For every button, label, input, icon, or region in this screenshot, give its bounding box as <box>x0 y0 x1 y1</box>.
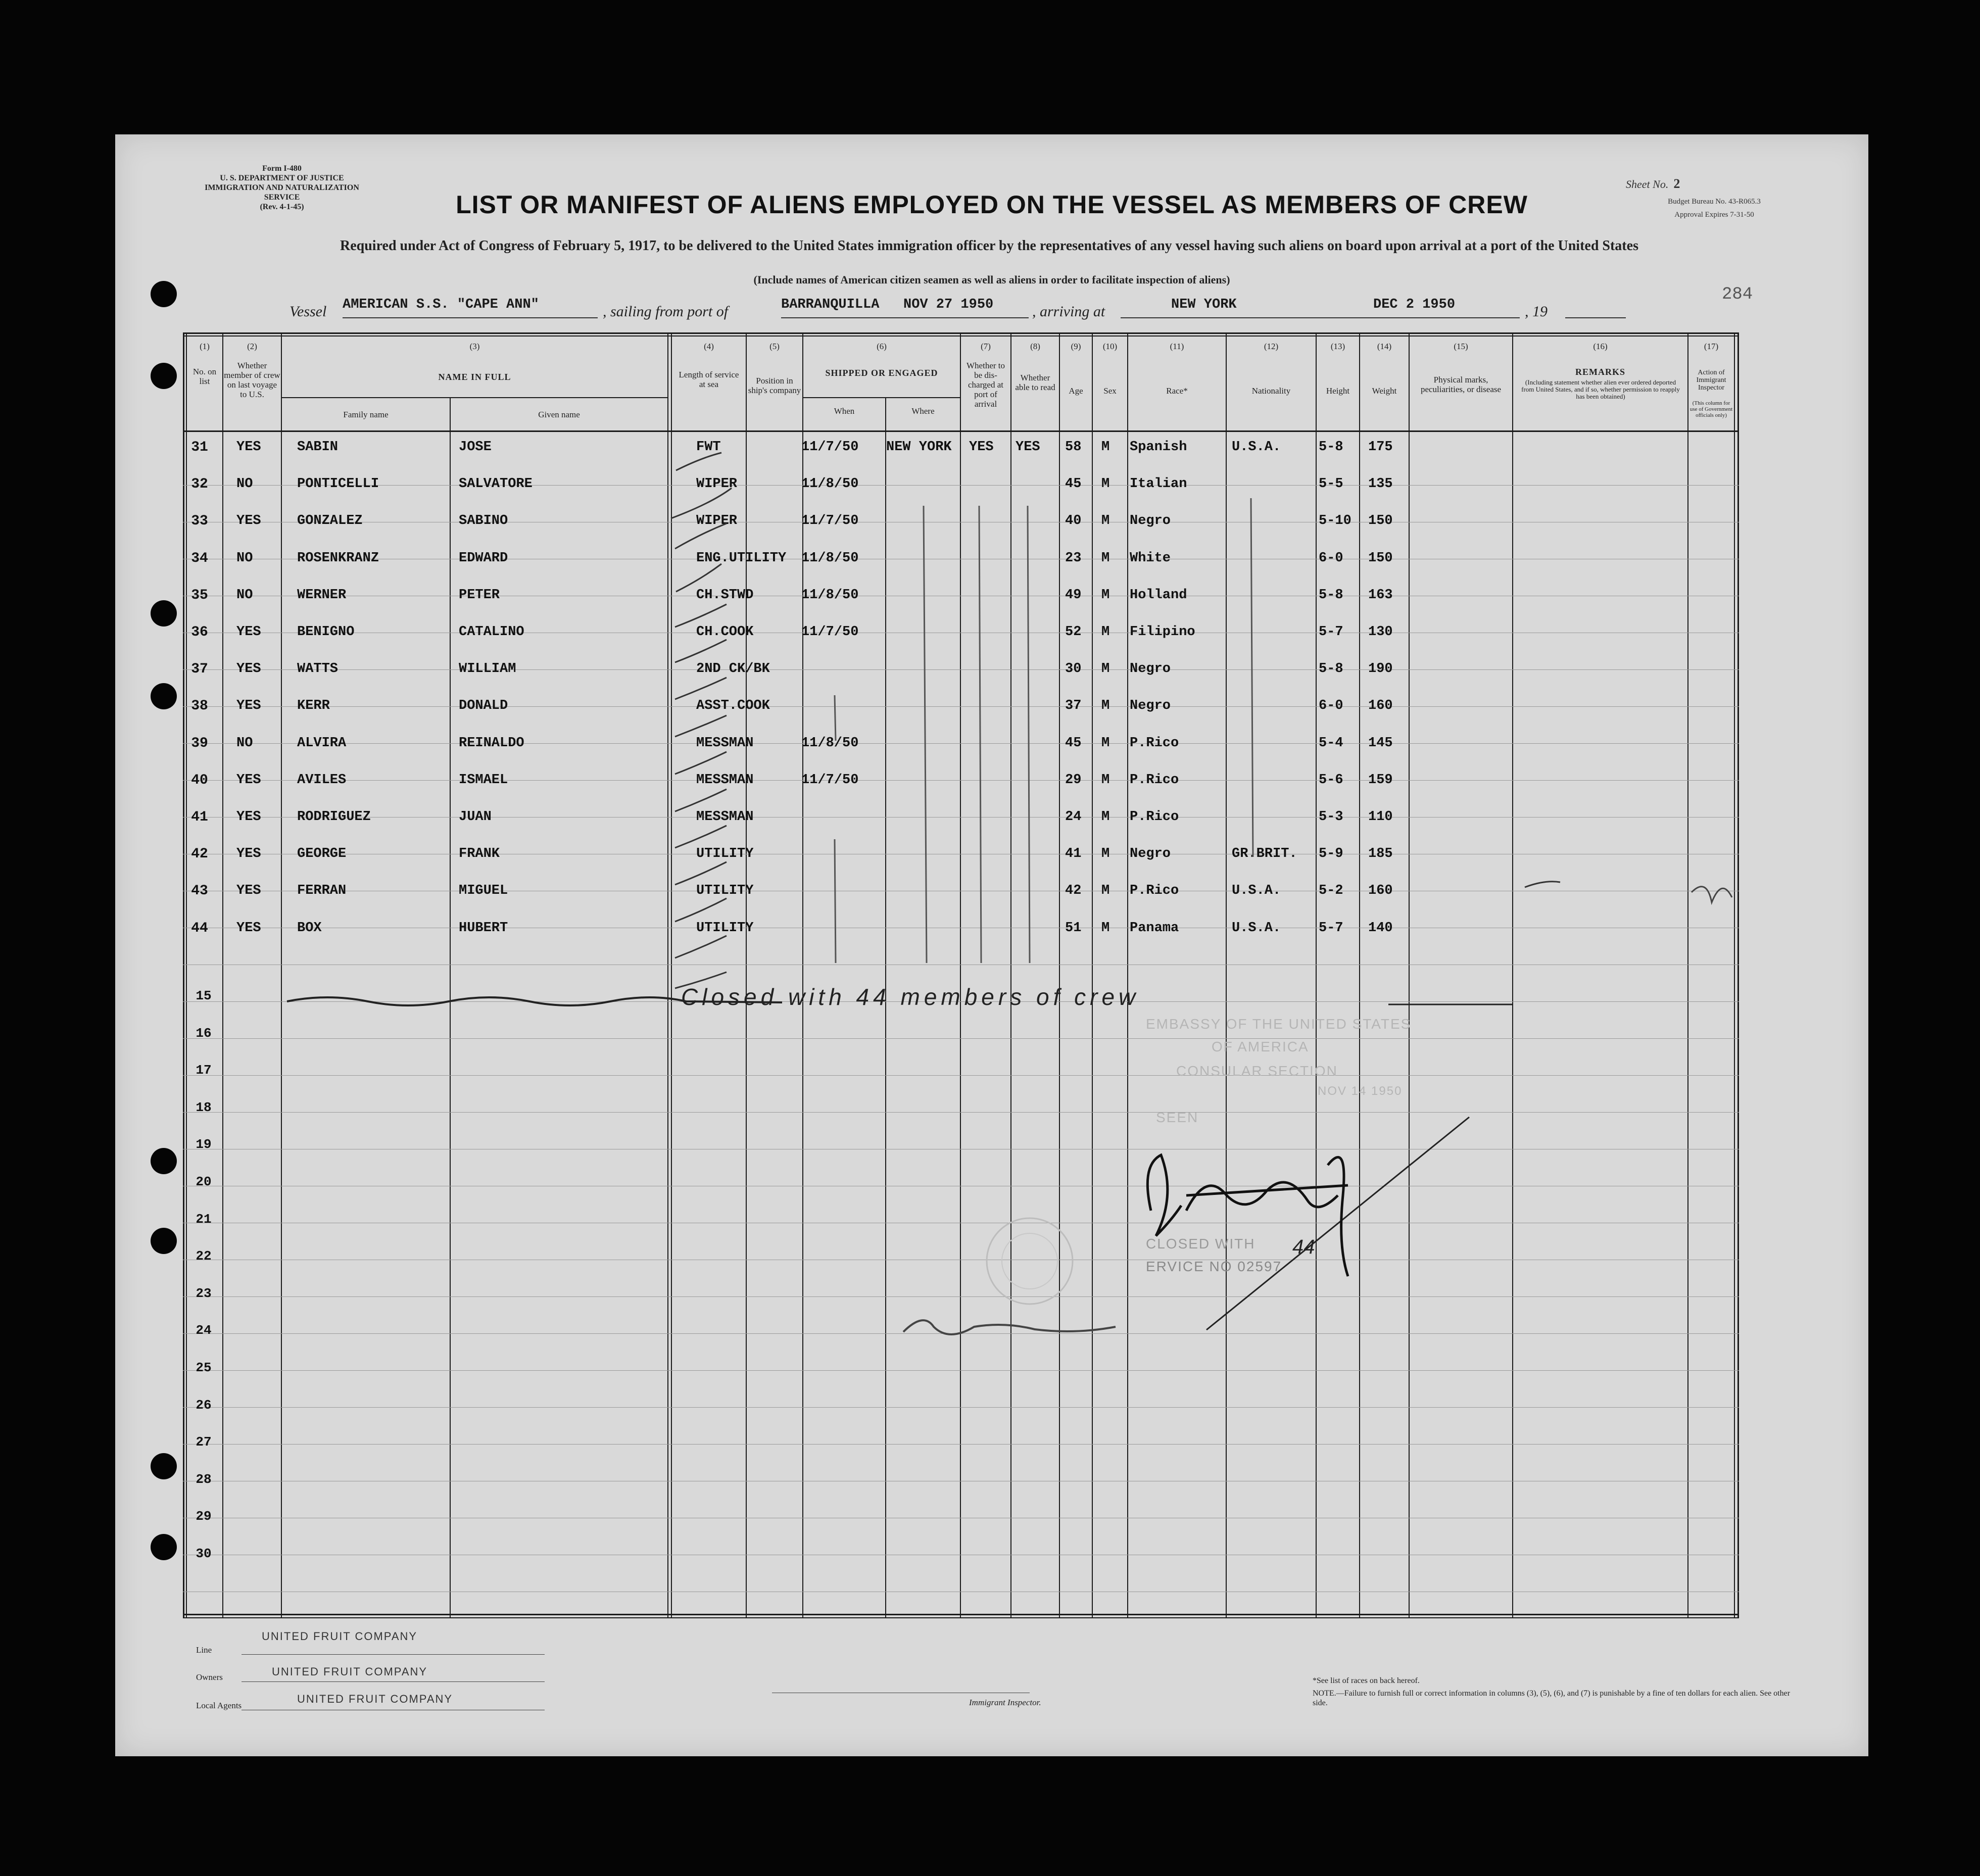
cell-weight: 190 <box>1368 661 1393 677</box>
col-sex: Sex <box>1103 386 1117 396</box>
cell-sex: M <box>1101 809 1110 825</box>
cell-sex: M <box>1101 773 1110 788</box>
tick-mark <box>675 936 727 958</box>
cell-no: 41 <box>191 809 208 825</box>
cell-given: HUBERT <box>459 921 508 936</box>
cell-height: 5-4 <box>1319 736 1343 751</box>
cell-position: ASST.COOK <box>696 698 770 713</box>
cell-age: 23 <box>1065 551 1082 566</box>
col6-number: (6) <box>877 342 887 351</box>
cell-race: Filipino <box>1130 624 1195 640</box>
cell-height: 5-3 <box>1319 809 1343 825</box>
cell-no: 35 <box>191 588 208 603</box>
revision: (Rev. 4-1-45) <box>260 203 304 211</box>
col-given-name: Given name <box>538 410 580 419</box>
col-able-to-read: Whether able to read <box>1015 373 1055 392</box>
cell-no: 42 <box>191 846 208 862</box>
cell-when: 11/7/50 <box>801 513 859 528</box>
cell-height: 5-7 <box>1319 624 1343 640</box>
budget-number: Budget Bureau No. 43-R065.3 <box>1668 198 1761 206</box>
cell-weight: 163 <box>1368 588 1393 603</box>
col14-number: (14) <box>1377 342 1392 351</box>
cell-weight: 159 <box>1368 773 1393 788</box>
cell-family: AVILES <box>297 773 347 788</box>
tick-mark <box>675 862 727 885</box>
cell-height: 6-0 <box>1319 551 1343 566</box>
tick-mark <box>676 564 721 592</box>
empty-row-number: 25 <box>196 1360 212 1375</box>
tick-mark <box>675 678 727 699</box>
penalty-note: NOTE.—Failure to furnish full or correct information in columns (3), (5), (6), and (7) is punishable by a fine of ten dollars for each alien. See other side. <box>1313 1689 1791 1707</box>
col-nationality: Nationality <box>1251 386 1291 396</box>
cell-race: P.Rico <box>1130 773 1179 788</box>
tick-mark <box>675 789 727 811</box>
col-position: Position in ship's company <box>748 376 801 395</box>
cell-where: NEW YORK <box>886 440 952 455</box>
arriving-date: DEC 2 1950 <box>1373 297 1456 312</box>
arriving-port: NEW YORK <box>1171 297 1237 312</box>
cell-race: Italian <box>1130 476 1187 492</box>
cell-family: RODRIGUEZ <box>297 809 371 825</box>
vessel-label: Vessel <box>289 303 327 320</box>
cell-family: FERRAN <box>297 883 347 898</box>
cell-when: 11/8/50 <box>801 476 859 492</box>
cell-no: 34 <box>191 551 208 566</box>
cell-last: YES <box>236 661 261 677</box>
cell-nationality: U.S.A. <box>1232 440 1281 455</box>
cell-family: WATTS <box>297 661 339 677</box>
service: IMMIGRATION AND NATURALIZATION SERVICE <box>205 183 359 202</box>
inspector-signature <box>1147 1155 1348 1276</box>
cell-weight: 130 <box>1368 624 1393 640</box>
tick-mark <box>675 826 727 848</box>
col-age: Age <box>1069 386 1083 396</box>
col5-number: (5) <box>769 342 780 351</box>
cell-age: 49 <box>1065 588 1082 603</box>
cell-when: 11/8/50 <box>801 736 859 751</box>
owners-label: Owners <box>196 1672 223 1682</box>
stamp-line: NOV 14 1950 <box>1318 1084 1403 1098</box>
cell-sex: M <box>1101 588 1110 603</box>
cell-sex: M <box>1101 624 1110 640</box>
cell-height: 5-10 <box>1319 513 1351 528</box>
cell-given: PETER <box>459 588 500 603</box>
cell-position: WIPER <box>696 513 738 528</box>
cell-given: MIGUEL <box>459 883 508 898</box>
ditto-line <box>835 695 836 741</box>
col-length-service: Length of service at sea <box>679 370 739 389</box>
diagonal-slash <box>1206 1117 1469 1330</box>
stamp-line: EMBASSY OF THE UNITED STATES <box>1146 1016 1412 1032</box>
cell-given: REINALDO <box>459 736 524 751</box>
cell-family: BOX <box>297 921 322 936</box>
cell-given: WILLIAM <box>459 661 516 677</box>
col7-number: (7) <box>981 342 991 351</box>
cell-no: 32 <box>191 476 208 492</box>
cell-last: YES <box>236 440 261 455</box>
cell-weight: 145 <box>1368 736 1393 751</box>
cell-when: 11/8/50 <box>801 588 859 603</box>
col17-number: (17) <box>1704 342 1719 351</box>
tick-mark <box>675 752 727 774</box>
cell-sex: M <box>1101 551 1110 566</box>
cell-weight: 160 <box>1368 698 1393 713</box>
cell-sex: M <box>1101 846 1110 861</box>
tick-mark <box>675 715 727 737</box>
col-name-in-full: NAME IN FULL <box>438 372 511 382</box>
cell-no: 43 <box>191 883 208 899</box>
vessel-name: AMERICAN S.S. "CAPE ANN" <box>343 297 539 312</box>
cell-race: P.Rico <box>1130 809 1179 825</box>
empty-row-number: 15 <box>196 988 212 1003</box>
cell-last: YES <box>236 624 261 640</box>
cell-height: 5-2 <box>1319 883 1343 898</box>
cell-race: Negro <box>1130 661 1171 677</box>
cell-last: NO <box>236 588 253 603</box>
cell-race: Holland <box>1130 588 1187 603</box>
cell-family: GONZALEZ <box>297 513 363 528</box>
cell-nationality: U.S.A. <box>1232 883 1281 898</box>
col-family-name: Family name <box>343 410 389 419</box>
cell-height: 5-8 <box>1319 661 1343 677</box>
cell-race: P.Rico <box>1130 883 1179 898</box>
sheet-value: 2 <box>1673 176 1680 191</box>
cell-sex: M <box>1101 476 1110 492</box>
cell-age: 45 <box>1065 476 1082 492</box>
sailing-port: BARRANQUILLA <box>781 297 880 312</box>
cell-family: ALVIRA <box>297 736 347 751</box>
inspector-label: Immigrant Inspector. <box>969 1698 1041 1707</box>
cell-position: MESSMAN <box>696 736 754 751</box>
col-remarks: REMARKS <box>1575 367 1625 377</box>
approval-expiry: Approval Expires 7-31-50 <box>1674 211 1754 219</box>
col-inspector-note: (This column for use of Government officials only) <box>1689 400 1733 418</box>
cell-given: CATALINO <box>459 624 524 640</box>
cell-race: White <box>1130 551 1171 566</box>
include-note: (Include names of American citizen seamen as well as aliens in order to facilitate inspection of aliens) <box>753 273 1230 286</box>
cell-family: ROSENKRANZ <box>297 551 379 566</box>
service-tick-marks <box>671 453 732 988</box>
cell-no: 38 <box>191 698 208 714</box>
department: U. S. DEPARTMENT OF JUSTICE <box>220 174 344 182</box>
cell-height: 5-9 <box>1319 846 1343 861</box>
cell-no: 37 <box>191 661 208 677</box>
handwriting-layer <box>115 134 1868 1756</box>
seal-stamp <box>987 1218 1073 1304</box>
cell-age: 29 <box>1065 773 1082 788</box>
cell-position: ENG.UTILITY <box>696 551 787 566</box>
col-physical-marks: Physical marks, peculiarities, or disease <box>1420 375 1502 394</box>
cell-last: YES <box>236 773 261 788</box>
ditto-line <box>979 506 981 963</box>
cell-weight: 110 <box>1368 809 1393 825</box>
cell-family: GEORGE <box>297 846 347 861</box>
cell-height: 5-5 <box>1319 476 1343 492</box>
col1-number: (1) <box>200 342 210 351</box>
tick-mark <box>675 898 727 922</box>
cell-no: 40 <box>191 773 208 788</box>
stamp-line: SEEN <box>1156 1110 1199 1125</box>
empty-row-number: 28 <box>196 1472 212 1487</box>
cell-no: 39 <box>191 736 208 751</box>
cell-race: Panama <box>1130 921 1179 936</box>
col-inspector-action: Action of Immigrant Inspector <box>1696 369 1726 392</box>
agents-label: Local Agents <box>196 1701 242 1710</box>
col15-number: (15) <box>1454 342 1468 351</box>
tick-mark <box>675 523 727 549</box>
cell-position: UTILITY <box>696 883 754 898</box>
col-where: Where <box>911 406 935 416</box>
col-discharged: Whether to be dis-charged at port of arrival <box>967 361 1005 409</box>
col-no-on-list: No. on list <box>192 367 217 386</box>
cell-when: 11/7/50 <box>801 624 859 640</box>
cell-when: 11/8/50 <box>801 551 859 566</box>
cell-sex: M <box>1101 513 1110 528</box>
cell-position: UTILITY <box>696 846 754 861</box>
line-value: UNITED FRUIT COMPANY <box>262 1630 418 1643</box>
col-height: Height <box>1326 386 1350 396</box>
cell-race: P.Rico <box>1130 736 1179 751</box>
closing-note: Closed with 44 members of crew <box>681 984 1140 1010</box>
sailing-label: , sailing from port of <box>603 303 729 320</box>
cell-weight: 185 <box>1368 846 1393 861</box>
cell-age: 41 <box>1065 846 1082 861</box>
cell-age: 51 <box>1065 921 1082 936</box>
bottom-inspector-signature <box>903 1320 1116 1334</box>
cell-no: 33 <box>191 513 208 529</box>
cell-given: JUAN <box>459 809 492 825</box>
col9-number: (9) <box>1071 342 1081 351</box>
col10-number: (10) <box>1102 342 1118 351</box>
tick-mark <box>671 488 732 518</box>
cell-nationality: U.S.A. <box>1232 921 1281 936</box>
races-note: *See list of races on back hereof. <box>1313 1676 1420 1685</box>
col-weight: Weight <box>1372 386 1397 396</box>
cell-sex: M <box>1101 736 1110 751</box>
cell-weight: 175 <box>1368 440 1393 455</box>
col13-number: (13) <box>1330 342 1345 351</box>
stamp-line: CONSULAR SECTION <box>1176 1063 1338 1079</box>
cell-height: 5-8 <box>1319 588 1343 603</box>
cell-family: PONTICELLI <box>297 476 379 492</box>
requirement-text: Required under Act of Congress of February 5, 1917, to be delivered to the United States immigration officer by the representatives of any vessel having such aliens on board upon arrival at a port of the United States <box>340 238 1638 254</box>
cell-age: 58 <box>1065 440 1082 455</box>
cell-family: KERR <box>297 698 330 713</box>
col16-number: (16) <box>1593 342 1608 351</box>
year-label: , 19 <box>1525 303 1548 320</box>
col4-number: (4) <box>704 342 714 351</box>
ditto-line <box>924 506 927 963</box>
cell-last: YES <box>236 809 261 825</box>
cell-age: 40 <box>1065 513 1082 528</box>
cell-last: YES <box>236 513 261 528</box>
cell-given: ISMAEL <box>459 773 508 788</box>
cell-age: 42 <box>1065 883 1082 898</box>
cell-position: CH.COOK <box>696 624 754 640</box>
empty-row-number: 30 <box>196 1546 212 1561</box>
col2-number: (2) <box>247 342 257 351</box>
cell-sex: M <box>1101 883 1110 898</box>
cell-when: 11/7/50 <box>801 773 859 788</box>
empty-row-number: 18 <box>196 1100 212 1115</box>
cell-race: Spanish <box>1130 440 1187 455</box>
page-number: 284 <box>1722 285 1753 304</box>
ditto-line <box>1028 506 1030 963</box>
cell-family: BENIGNO <box>297 624 355 640</box>
line-label: Line <box>196 1645 212 1655</box>
cell-nationality: GR.BRIT. <box>1232 846 1297 861</box>
empty-row-number: 29 <box>196 1509 212 1524</box>
cell-given: FRANK <box>459 846 500 861</box>
cell-position: WIPER <box>696 476 738 492</box>
cell-given: DONALD <box>459 698 508 713</box>
cell-last: NO <box>236 551 253 566</box>
cell-weight: 150 <box>1368 551 1393 566</box>
page-title: LIST OR MANIFEST OF ALIENS EMPLOYED ON THE VESSEL AS MEMBERS OF CREW <box>456 190 1528 219</box>
cell-weight: 140 <box>1368 921 1393 936</box>
empty-row-number: 23 <box>196 1286 212 1301</box>
col-when: When <box>834 406 855 416</box>
owners-value: UNITED FRUIT COMPANY <box>272 1665 428 1678</box>
cell-position: FWT <box>696 440 721 455</box>
cell-height: 6-0 <box>1319 698 1343 713</box>
manifest-sheet <box>115 134 1868 1756</box>
stamp-count: 44 <box>1292 1236 1315 1258</box>
cell-position: MESSMAN <box>696 773 754 788</box>
cell-given: SALVATORE <box>459 476 533 492</box>
cell-last: YES <box>236 883 261 898</box>
cell-sex: M <box>1101 921 1110 936</box>
cell-no: 44 <box>191 921 208 936</box>
cell-given: EDWARD <box>459 551 508 566</box>
cell-race: Negro <box>1130 698 1171 713</box>
tick-mark <box>675 640 727 662</box>
stamp-line: CLOSED WITH <box>1146 1236 1255 1252</box>
empty-row-number: 21 <box>196 1212 212 1227</box>
cell-when: 11/7/50 <box>801 440 859 455</box>
col-last-voyage: Whether member of crew on last voyage to U.S. <box>224 361 280 399</box>
empty-row-number: 22 <box>196 1248 212 1264</box>
ditto-line <box>835 839 836 963</box>
cell-age: 45 <box>1065 736 1082 751</box>
cell-age: 24 <box>1065 809 1082 825</box>
cell-sex: M <box>1101 661 1110 677</box>
cell-position: UTILITY <box>696 921 754 936</box>
ditto-lines <box>835 498 1253 963</box>
empty-row-number: 17 <box>196 1063 212 1078</box>
cell-no: 36 <box>191 624 208 640</box>
col-remarks-note: (Including statement whether alien ever ordered deported from United States, and if so, whether permission to reapply has been obtained) <box>1521 378 1680 400</box>
cell-position: CH.STWD <box>696 588 754 603</box>
stamp-line: OF AMERICA <box>1212 1039 1309 1054</box>
cell-read: YES <box>1016 440 1040 455</box>
col8-number: (8) <box>1030 342 1040 351</box>
form-number: Form I-480 <box>262 164 302 173</box>
stamp-line: ERVICE NO 02597 <box>1146 1259 1282 1274</box>
sailing-date: NOV 27 1950 <box>903 297 994 312</box>
arriving-label: , arriving at <box>1032 303 1105 320</box>
cell-last: YES <box>236 846 261 861</box>
cell-age: 52 <box>1065 624 1082 640</box>
cell-last: NO <box>236 736 253 751</box>
cell-last: NO <box>236 476 253 492</box>
cell-position: MESSMAN <box>696 809 754 825</box>
tick-mark <box>675 604 727 627</box>
empty-row-number: 19 <box>196 1137 212 1152</box>
empty-row-number: 20 <box>196 1174 212 1189</box>
empty-row-number: 24 <box>196 1323 212 1338</box>
cell-no: 31 <box>191 440 208 455</box>
inspector-initials <box>1692 887 1732 902</box>
cell-sex: M <box>1101 440 1110 455</box>
cell-discharged: YES <box>969 440 994 455</box>
cell-height: 5-8 <box>1319 440 1343 455</box>
col12-number: (12) <box>1264 342 1279 351</box>
cell-weight: 150 <box>1368 513 1393 528</box>
cell-position: 2ND CK/BK <box>696 661 770 677</box>
cell-last: YES <box>236 698 261 713</box>
cell-age: 37 <box>1065 698 1082 713</box>
empty-row-number: 26 <box>196 1398 212 1413</box>
cell-weight: 135 <box>1368 476 1393 492</box>
col-race: Race* <box>1166 386 1188 396</box>
cell-given: SABINO <box>459 513 508 528</box>
cell-family: WERNER <box>297 588 347 603</box>
cell-height: 5-6 <box>1319 773 1343 788</box>
col3-number: (3) <box>469 342 480 351</box>
cell-sex: M <box>1101 698 1110 713</box>
ditto-line <box>1251 498 1253 857</box>
sheet-label: Sheet No. <box>1626 178 1669 190</box>
cell-race: Negro <box>1130 513 1171 528</box>
empty-row-number: 27 <box>196 1434 212 1450</box>
cell-last: YES <box>236 921 261 936</box>
col-shipped-engaged: SHIPPED OR ENGAGED <box>825 368 938 378</box>
cell-family: SABIN <box>297 440 339 455</box>
cell-age: 30 <box>1065 661 1082 677</box>
empty-row-number: 16 <box>196 1026 212 1041</box>
remarks-mark <box>1525 882 1560 887</box>
cell-weight: 160 <box>1368 883 1393 898</box>
agents-value: UNITED FRUIT COMPANY <box>297 1693 453 1705</box>
col11-number: (11) <box>1170 342 1184 351</box>
tick-mark <box>676 453 721 470</box>
cell-given: JOSE <box>459 440 492 455</box>
cell-height: 5-7 <box>1319 921 1343 936</box>
cell-race: Negro <box>1130 846 1171 861</box>
